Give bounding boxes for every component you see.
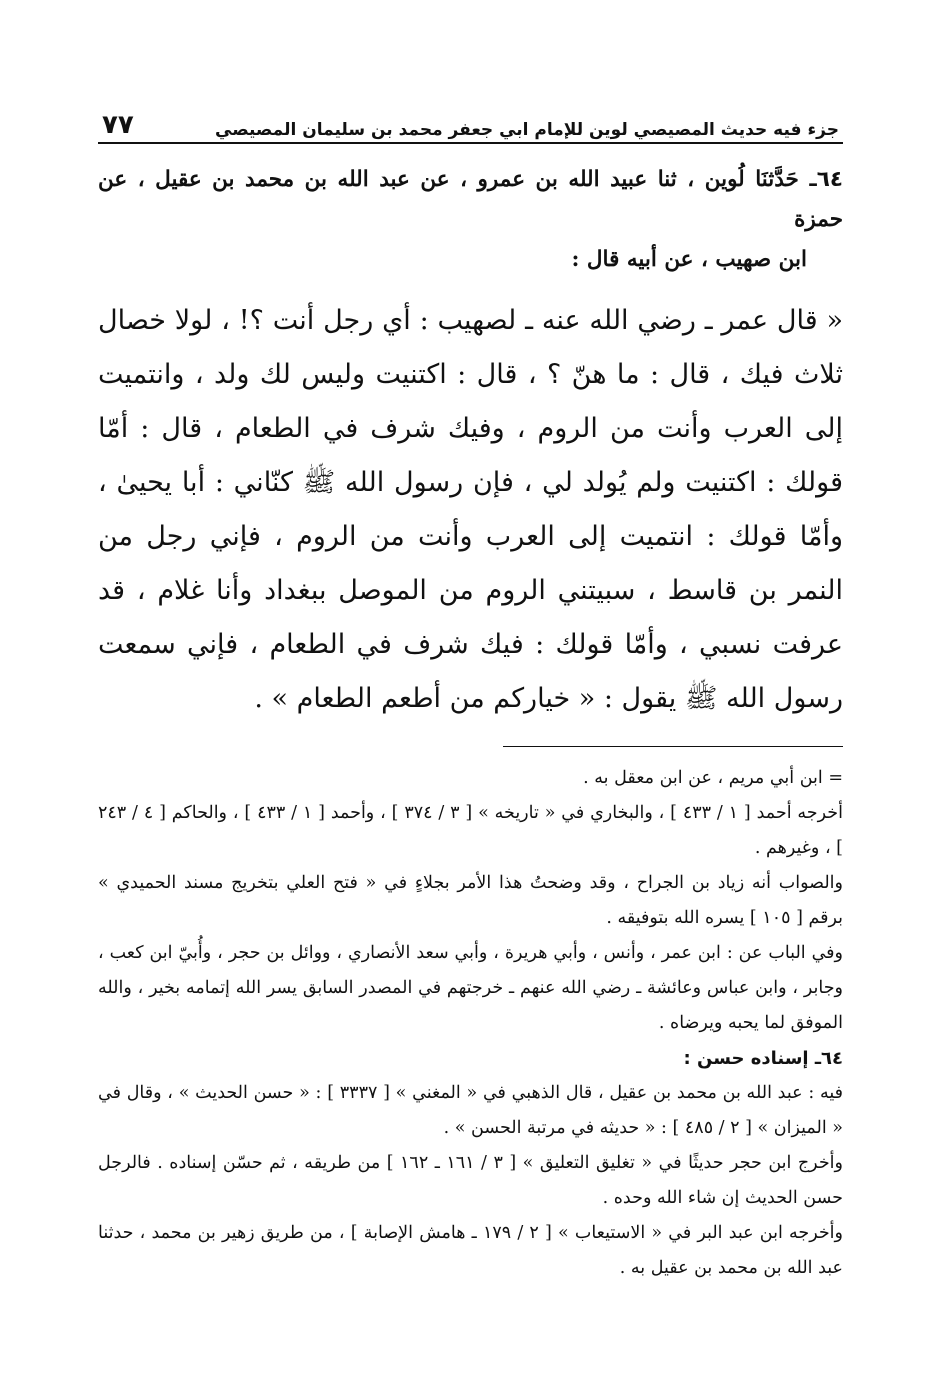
footnote-paragraph: والصواب أنه زياد بن الجراح ، وقد وضحتُ هذا الأمر بجلاءٍ في « فتح العلي بتخريج مسند الحميدي » برقم [ ١٠٥ ] يسره الله بتوفيقه . — [98, 873, 843, 928]
footnote-paragraph: أخرجه أحمد [ ١ / ٤٣٣ ] ، والبخاري في « تاريخه » [ ٣ / ٣٧٤ ] ، وأحمد [ ١ / ٤٣٣ ] ، والحاكم [ ٤ / ٢٤٣ ] ، وغيرهم . — [98, 803, 843, 858]
footnote-paragraph: وفي الباب عن : ابن عمر ، وأنس ، وأبي هريرة ، وأبي سعد الأنصاري ، ووائل بن حجر ، وأُبيّ ابن كعب ، وجابر ، وابن عباس وعائشة ـ رضي الله عنهم ـ خرجتهم في المصدر السابق يسر الله إتمامه بخير ، والله الموفق لما يحبه ويرضاه . — [98, 943, 843, 1033]
page-number: ٧٧ — [102, 110, 134, 140]
isnad-line-2: ابن صهيب ، عن أبيه قال : — [571, 247, 807, 272]
footnotes — [98, 761, 843, 1286]
footnote-paragraph: وأخرج ابن حجر حديثًا في « تغليق التعليق » [ ٣ / ١٦١ ـ ١٦٢ ] من طريقه ، ثم حسّن إسناده . فالرجل حسن الحديث إن شاء الله وحده . — [98, 1153, 843, 1208]
running-title: جزء فيه حديث المصيصي لوين للإمام ابي جعفر محمد بن سليمان المصيصي — [215, 120, 839, 140]
book-page — [98, 100, 843, 1286]
hadith-number: ٦٤ـ — [809, 167, 843, 192]
footnote-separator — [503, 746, 843, 747]
running-header — [98, 100, 843, 144]
footnote-heading: ٦٤ـ إسناده حسن : — [683, 1048, 843, 1069]
footnote-paragraph: فيه : عبد الله بن محمد بن عقيل ، قال الذهبي في « المغني » [ ٣٣٣٧ ] : « حسن الحديث » ، وقال في « الميزان » [ ٢ / ٤٨٥ ] : « حديثه في مرتبة الحسن » . — [98, 1083, 843, 1138]
hadith-isnad — [98, 160, 843, 280]
footnote-paragraph: وأخرجه ابن عبد البر في « الاستيعاب » [ ٢ / ١٧٩ ـ هامش الإصابة ] ، من طريق زهير بن محمد ، حدثنا عبد الله بن محمد بن عقيل به . — [98, 1223, 843, 1278]
footnote-separator-wrap — [98, 746, 843, 747]
footnote-paragraph: = ابن أبي مريم ، عن ابن معقل به . — [583, 768, 843, 788]
isnad-line-1 — [98, 160, 843, 240]
hadith-matn: « قال عمر ـ رضي الله عنه ـ لصهيب : أي رجل أنت ؟! ، لولا خصال ثلاث فيك ، قال : ما هنّ ؟ ، قال : اكتنيت وليس لك ولد ، وانتميت إلى العرب وأنت من الروم ، وفيك شرف في الطعام ، قال : أمّا قولك : اكتنيت ولم يُولد لي ، فإن رسول الله ﷺ كنّاني : أبا يحيىٰ ، وأمّا قولك : انتميت إلى العرب وأنت من الروم ، فإني رجل من النمر بن قاسط ، سبيتني الروم من الموصل ببغداد وأنا غلام ، قد عرفت نسبي ، وأمّا قولك : فيك شرف في الطعام ، فإني سمعت رسول الله ﷺ يقول : « خياركم من أطعم الطعام » . — [98, 305, 843, 714]
isnad-text-1: حَدَّثنَا لُوين ، ثنا عبيد الله بن عمرو ، عن عبد الله بن محمد بن عقيل ، عن حمزة — [98, 167, 843, 232]
